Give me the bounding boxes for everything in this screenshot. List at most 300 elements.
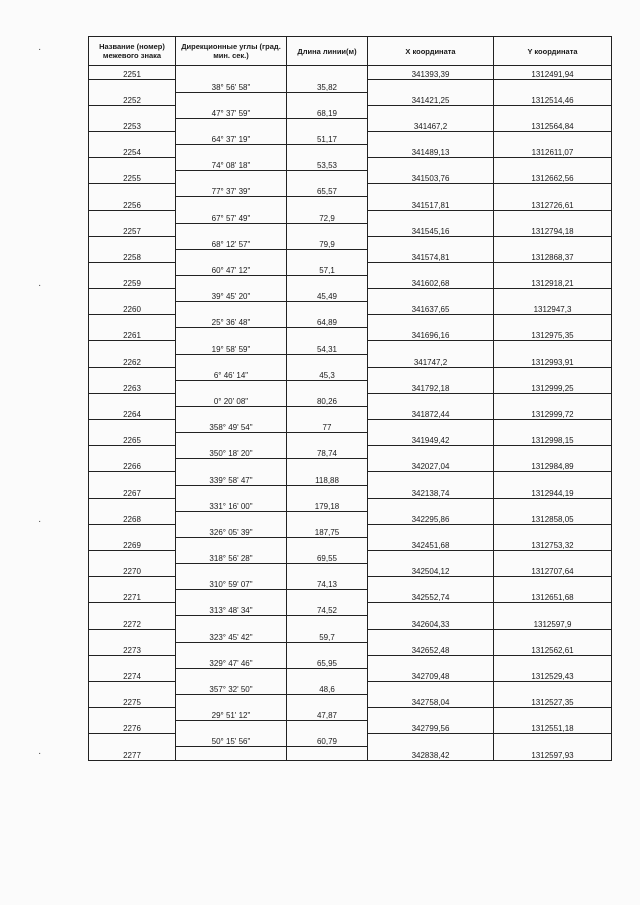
point-name-cell: 2254 xyxy=(89,145,176,158)
empty-cell xyxy=(176,459,287,472)
empty-cell xyxy=(287,66,368,80)
empty-cell xyxy=(494,498,612,511)
empty-cell xyxy=(89,472,176,485)
empty-cell xyxy=(494,472,612,485)
coordinates-table xyxy=(88,36,612,761)
empty-cell xyxy=(287,197,368,210)
direction-angle-cell: 326° 05' 39" xyxy=(176,524,287,537)
point-name-cell: 2265 xyxy=(89,433,176,446)
empty-cell xyxy=(287,695,368,708)
x-coordinate-cell: 342604,33 xyxy=(368,616,494,629)
point-name-cell: 2273 xyxy=(89,642,176,655)
x-coordinate-cell: 341949,42 xyxy=(368,433,494,446)
x-coordinate-cell: 342138,74 xyxy=(368,485,494,498)
y-coordinate-cell: 1312564,84 xyxy=(494,118,612,131)
point-row xyxy=(89,92,612,105)
empty-cell xyxy=(89,524,176,537)
point-row xyxy=(89,406,612,419)
point-row xyxy=(89,66,612,80)
segment-row xyxy=(89,105,612,118)
empty-cell xyxy=(368,184,494,197)
empty-cell xyxy=(368,524,494,537)
point-row xyxy=(89,118,612,131)
y-coordinate-cell: 1312651,68 xyxy=(494,590,612,603)
direction-angle-cell: 331° 16' 00" xyxy=(176,498,287,511)
empty-cell xyxy=(176,433,287,446)
header-direction-angle: Дирекционные углы (град. мин. сек.) xyxy=(176,37,287,66)
segment-row xyxy=(89,341,612,354)
direction-angle-cell: 60° 47' 12" xyxy=(176,262,287,275)
empty-cell xyxy=(494,131,612,144)
point-row xyxy=(89,590,612,603)
line-length-cell: 59,7 xyxy=(287,629,368,642)
point-name-cell: 2259 xyxy=(89,276,176,289)
segment-row xyxy=(89,472,612,485)
empty-cell xyxy=(89,315,176,328)
empty-cell xyxy=(176,721,287,734)
header-y-coordinate: Y координата xyxy=(494,37,612,66)
line-length-cell: 68,19 xyxy=(287,105,368,118)
segment-row xyxy=(89,629,612,642)
empty-cell xyxy=(287,747,368,761)
empty-cell xyxy=(494,184,612,197)
line-length-cell: 118,88 xyxy=(287,472,368,485)
empty-cell xyxy=(89,681,176,694)
x-coordinate-cell: 341421,25 xyxy=(368,92,494,105)
empty-cell xyxy=(494,708,612,721)
y-coordinate-cell: 1312611,07 xyxy=(494,145,612,158)
empty-cell xyxy=(368,734,494,747)
line-length-cell: 72,9 xyxy=(287,210,368,223)
empty-cell xyxy=(89,498,176,511)
y-coordinate-cell: 1312944,19 xyxy=(494,485,612,498)
empty-cell xyxy=(494,681,612,694)
line-length-cell: 74,13 xyxy=(287,577,368,590)
empty-cell xyxy=(287,118,368,131)
empty-cell xyxy=(89,210,176,223)
line-length-cell: 65,57 xyxy=(287,184,368,197)
x-coordinate-cell: 342652,48 xyxy=(368,642,494,655)
direction-angle-cell: 67° 57' 49" xyxy=(176,210,287,223)
x-coordinate-cell: 342552,74 xyxy=(368,590,494,603)
empty-cell xyxy=(176,145,287,158)
empty-cell xyxy=(89,367,176,380)
line-length-cell: 45,3 xyxy=(287,367,368,380)
empty-cell xyxy=(494,79,612,92)
point-row xyxy=(89,380,612,393)
empty-cell xyxy=(287,564,368,577)
segment-row xyxy=(89,446,612,459)
empty-cell xyxy=(89,603,176,616)
point-row xyxy=(89,197,612,210)
empty-cell xyxy=(176,406,287,419)
x-coordinate-cell: 341489,13 xyxy=(368,145,494,158)
empty-cell xyxy=(287,433,368,446)
point-name-cell: 2276 xyxy=(89,721,176,734)
direction-angle-cell: 358° 49' 54" xyxy=(176,420,287,433)
direction-angle-cell: 313° 48' 34" xyxy=(176,603,287,616)
empty-cell xyxy=(287,302,368,315)
empty-cell xyxy=(287,354,368,367)
y-coordinate-cell: 1312551,18 xyxy=(494,721,612,734)
header-point-name: Название (номер) межевого знака xyxy=(89,37,176,66)
point-name-cell: 2262 xyxy=(89,354,176,367)
point-name-cell: 2256 xyxy=(89,197,176,210)
line-length-cell: 57,1 xyxy=(287,262,368,275)
empty-cell xyxy=(494,393,612,406)
empty-cell xyxy=(89,105,176,118)
point-row xyxy=(89,354,612,367)
segment-row xyxy=(89,524,612,537)
direction-angle-cell: 350° 18' 20" xyxy=(176,446,287,459)
empty-cell xyxy=(287,721,368,734)
segment-row xyxy=(89,498,612,511)
empty-cell xyxy=(89,446,176,459)
point-row xyxy=(89,276,612,289)
empty-cell xyxy=(494,341,612,354)
y-coordinate-cell: 1312529,43 xyxy=(494,668,612,681)
segment-row xyxy=(89,708,612,721)
line-length-cell: 64,89 xyxy=(287,315,368,328)
y-coordinate-cell: 1312707,64 xyxy=(494,564,612,577)
empty-cell xyxy=(494,577,612,590)
empty-cell xyxy=(89,550,176,563)
empty-cell xyxy=(494,629,612,642)
y-coordinate-cell: 1312999,72 xyxy=(494,406,612,419)
x-coordinate-cell: 342838,42 xyxy=(368,747,494,761)
point-name-cell: 2277 xyxy=(89,747,176,761)
empty-cell xyxy=(287,485,368,498)
y-coordinate-cell: 1312858,05 xyxy=(494,511,612,524)
empty-cell xyxy=(494,734,612,747)
empty-cell xyxy=(176,747,287,761)
segment-row xyxy=(89,734,612,747)
line-length-cell: 74,52 xyxy=(287,603,368,616)
direction-angle-cell: 339° 58' 47" xyxy=(176,472,287,485)
point-row xyxy=(89,668,612,681)
segment-row xyxy=(89,236,612,249)
empty-cell xyxy=(89,734,176,747)
empty-cell xyxy=(176,564,287,577)
empty-cell xyxy=(89,629,176,642)
y-coordinate-cell: 1312514,46 xyxy=(494,92,612,105)
point-name-cell: 2263 xyxy=(89,380,176,393)
line-length-cell: 79,9 xyxy=(287,236,368,249)
point-name-cell: 2267 xyxy=(89,485,176,498)
empty-cell xyxy=(368,105,494,118)
segment-row xyxy=(89,577,612,590)
empty-cell xyxy=(287,92,368,105)
direction-angle-cell: 74° 08' 18" xyxy=(176,158,287,171)
line-length-cell: 60,79 xyxy=(287,734,368,747)
direction-angle-cell: 357° 32' 50" xyxy=(176,681,287,694)
empty-cell xyxy=(494,446,612,459)
scan-mark: · xyxy=(38,280,42,291)
empty-cell xyxy=(494,289,612,302)
empty-cell xyxy=(287,380,368,393)
direction-angle-cell: 39° 45' 20" xyxy=(176,289,287,302)
empty-cell xyxy=(368,629,494,642)
line-length-cell: 47,87 xyxy=(287,708,368,721)
y-coordinate-cell: 1312562,61 xyxy=(494,642,612,655)
x-coordinate-cell: 341517,81 xyxy=(368,197,494,210)
point-row xyxy=(89,747,612,761)
y-coordinate-cell: 1312947,3 xyxy=(494,302,612,315)
point-name-cell: 2261 xyxy=(89,328,176,341)
segment-row xyxy=(89,420,612,433)
empty-cell xyxy=(368,262,494,275)
empty-cell xyxy=(494,524,612,537)
empty-cell xyxy=(368,367,494,380)
point-name-cell: 2252 xyxy=(89,92,176,105)
point-name-cell: 2270 xyxy=(89,564,176,577)
line-length-cell: 35,82 xyxy=(287,79,368,92)
point-row xyxy=(89,564,612,577)
point-name-cell: 2251 xyxy=(89,66,176,80)
empty-cell xyxy=(287,590,368,603)
x-coordinate-cell: 341872,44 xyxy=(368,406,494,419)
x-coordinate-cell: 341545,16 xyxy=(368,223,494,236)
x-coordinate-cell: 342709,48 xyxy=(368,668,494,681)
segment-row xyxy=(89,393,612,406)
scan-mark: · xyxy=(38,516,42,527)
y-coordinate-cell: 1312999,25 xyxy=(494,380,612,393)
point-name-cell: 2258 xyxy=(89,249,176,262)
header-line-length: Длина линии(м) xyxy=(287,37,368,66)
line-length-cell: 179,18 xyxy=(287,498,368,511)
y-coordinate-cell: 1312868,37 xyxy=(494,249,612,262)
empty-cell xyxy=(494,550,612,563)
empty-cell xyxy=(176,276,287,289)
x-coordinate-cell: 342295,86 xyxy=(368,511,494,524)
empty-cell xyxy=(89,184,176,197)
empty-cell xyxy=(287,406,368,419)
direction-angle-cell: 29° 51' 12" xyxy=(176,708,287,721)
direction-angle-cell: 38° 56' 58" xyxy=(176,79,287,92)
empty-cell xyxy=(368,550,494,563)
header-row xyxy=(89,37,612,66)
point-row xyxy=(89,642,612,655)
empty-cell xyxy=(494,210,612,223)
empty-cell xyxy=(176,537,287,550)
y-coordinate-cell: 1312662,56 xyxy=(494,171,612,184)
segment-row xyxy=(89,655,612,668)
x-coordinate-cell: 341792,18 xyxy=(368,380,494,393)
empty-cell xyxy=(287,537,368,550)
x-coordinate-cell: 341393,39 xyxy=(368,66,494,80)
line-length-cell: 77 xyxy=(287,420,368,433)
point-name-cell: 2266 xyxy=(89,459,176,472)
empty-cell xyxy=(176,118,287,131)
direction-angle-cell: 310° 59' 07" xyxy=(176,577,287,590)
empty-cell xyxy=(287,171,368,184)
y-coordinate-cell: 1312726,61 xyxy=(494,197,612,210)
segment-row xyxy=(89,158,612,171)
x-coordinate-cell: 342504,12 xyxy=(368,564,494,577)
empty-cell xyxy=(176,302,287,315)
empty-cell xyxy=(494,158,612,171)
empty-cell xyxy=(494,603,612,616)
point-name-cell: 2271 xyxy=(89,590,176,603)
y-coordinate-cell: 1312984,89 xyxy=(494,459,612,472)
y-coordinate-cell: 1312975,35 xyxy=(494,328,612,341)
point-row xyxy=(89,302,612,315)
empty-cell xyxy=(176,92,287,105)
empty-cell xyxy=(368,681,494,694)
empty-cell xyxy=(176,590,287,603)
point-name-cell: 2253 xyxy=(89,118,176,131)
empty-cell xyxy=(368,131,494,144)
direction-angle-cell: 50° 15' 56" xyxy=(176,734,287,747)
empty-cell xyxy=(368,498,494,511)
y-coordinate-cell: 1312527,35 xyxy=(494,695,612,708)
segment-row xyxy=(89,79,612,92)
empty-cell xyxy=(176,354,287,367)
empty-cell xyxy=(176,197,287,210)
empty-cell xyxy=(89,158,176,171)
point-row xyxy=(89,171,612,184)
direction-angle-cell: 19° 58' 59" xyxy=(176,341,287,354)
x-coordinate-cell: 341467,2 xyxy=(368,118,494,131)
empty-cell xyxy=(176,66,287,80)
empty-cell xyxy=(287,668,368,681)
direction-angle-cell: 47° 37' 59" xyxy=(176,105,287,118)
point-row xyxy=(89,328,612,341)
point-name-cell: 2275 xyxy=(89,695,176,708)
empty-cell xyxy=(176,616,287,629)
segment-row xyxy=(89,603,612,616)
point-name-cell: 2274 xyxy=(89,668,176,681)
empty-cell xyxy=(89,236,176,249)
empty-cell xyxy=(89,341,176,354)
y-coordinate-cell: 1312993,91 xyxy=(494,354,612,367)
empty-cell xyxy=(287,249,368,262)
x-coordinate-cell: 341503,76 xyxy=(368,171,494,184)
point-name-cell: 2272 xyxy=(89,616,176,629)
line-length-cell: 51,17 xyxy=(287,131,368,144)
segment-row xyxy=(89,184,612,197)
line-length-cell: 69,55 xyxy=(287,550,368,563)
line-length-cell: 45,49 xyxy=(287,289,368,302)
point-row xyxy=(89,511,612,524)
segment-row xyxy=(89,550,612,563)
empty-cell xyxy=(176,171,287,184)
line-length-cell: 65,95 xyxy=(287,655,368,668)
empty-cell xyxy=(494,315,612,328)
empty-cell xyxy=(368,446,494,459)
line-length-cell: 48,6 xyxy=(287,681,368,694)
empty-cell xyxy=(287,328,368,341)
x-coordinate-cell: 342027,04 xyxy=(368,459,494,472)
line-length-cell: 54,31 xyxy=(287,341,368,354)
direction-angle-cell: 318° 56' 28" xyxy=(176,550,287,563)
empty-cell xyxy=(368,420,494,433)
line-length-cell: 53,53 xyxy=(287,158,368,171)
segment-row xyxy=(89,315,612,328)
empty-cell xyxy=(89,708,176,721)
segment-row xyxy=(89,289,612,302)
x-coordinate-cell: 342799,56 xyxy=(368,721,494,734)
empty-cell xyxy=(89,262,176,275)
empty-cell xyxy=(176,223,287,236)
direction-angle-cell: 323° 45' 42" xyxy=(176,629,287,642)
empty-cell xyxy=(176,485,287,498)
empty-cell xyxy=(368,158,494,171)
y-coordinate-cell: 1312794,18 xyxy=(494,223,612,236)
y-coordinate-cell: 1312491,94 xyxy=(494,66,612,80)
point-name-cell: 2264 xyxy=(89,406,176,419)
point-name-cell: 2268 xyxy=(89,511,176,524)
y-coordinate-cell: 1312918,21 xyxy=(494,276,612,289)
empty-cell xyxy=(494,655,612,668)
empty-cell xyxy=(89,131,176,144)
empty-cell xyxy=(176,249,287,262)
empty-cell xyxy=(287,223,368,236)
empty-cell xyxy=(368,708,494,721)
empty-cell xyxy=(176,511,287,524)
empty-cell xyxy=(89,420,176,433)
point-name-cell: 2257 xyxy=(89,223,176,236)
empty-cell xyxy=(368,603,494,616)
point-row xyxy=(89,249,612,262)
point-name-cell: 2255 xyxy=(89,171,176,184)
point-row xyxy=(89,459,612,472)
x-coordinate-cell: 341637,65 xyxy=(368,302,494,315)
line-length-cell: 80,26 xyxy=(287,393,368,406)
segment-row xyxy=(89,262,612,275)
empty-cell xyxy=(176,380,287,393)
empty-cell xyxy=(287,511,368,524)
header-x-coordinate: Х координата xyxy=(368,37,494,66)
empty-cell xyxy=(368,79,494,92)
empty-cell xyxy=(368,289,494,302)
empty-cell xyxy=(368,236,494,249)
empty-cell xyxy=(176,642,287,655)
empty-cell xyxy=(368,472,494,485)
point-row xyxy=(89,485,612,498)
empty-cell xyxy=(176,695,287,708)
empty-cell xyxy=(368,655,494,668)
direction-angle-cell: 77° 37' 39" xyxy=(176,184,287,197)
direction-angle-cell: 6° 46' 14" xyxy=(176,367,287,380)
segment-row xyxy=(89,131,612,144)
empty-cell xyxy=(89,79,176,92)
line-length-cell: 78,74 xyxy=(287,446,368,459)
y-coordinate-cell: 1312753,32 xyxy=(494,537,612,550)
empty-cell xyxy=(89,655,176,668)
empty-cell xyxy=(287,145,368,158)
empty-cell xyxy=(368,577,494,590)
x-coordinate-cell: 341574,81 xyxy=(368,249,494,262)
x-coordinate-cell: 342758,04 xyxy=(368,695,494,708)
direction-angle-cell: 68° 12' 57" xyxy=(176,236,287,249)
empty-cell xyxy=(368,341,494,354)
point-row xyxy=(89,223,612,236)
empty-cell xyxy=(287,616,368,629)
point-row xyxy=(89,433,612,446)
point-row xyxy=(89,145,612,158)
empty-cell xyxy=(368,393,494,406)
empty-cell xyxy=(89,577,176,590)
empty-cell xyxy=(287,642,368,655)
empty-cell xyxy=(494,262,612,275)
empty-cell xyxy=(89,289,176,302)
empty-cell xyxy=(494,105,612,118)
empty-cell xyxy=(494,236,612,249)
empty-cell xyxy=(176,328,287,341)
x-coordinate-cell: 342451,68 xyxy=(368,537,494,550)
empty-cell xyxy=(368,315,494,328)
